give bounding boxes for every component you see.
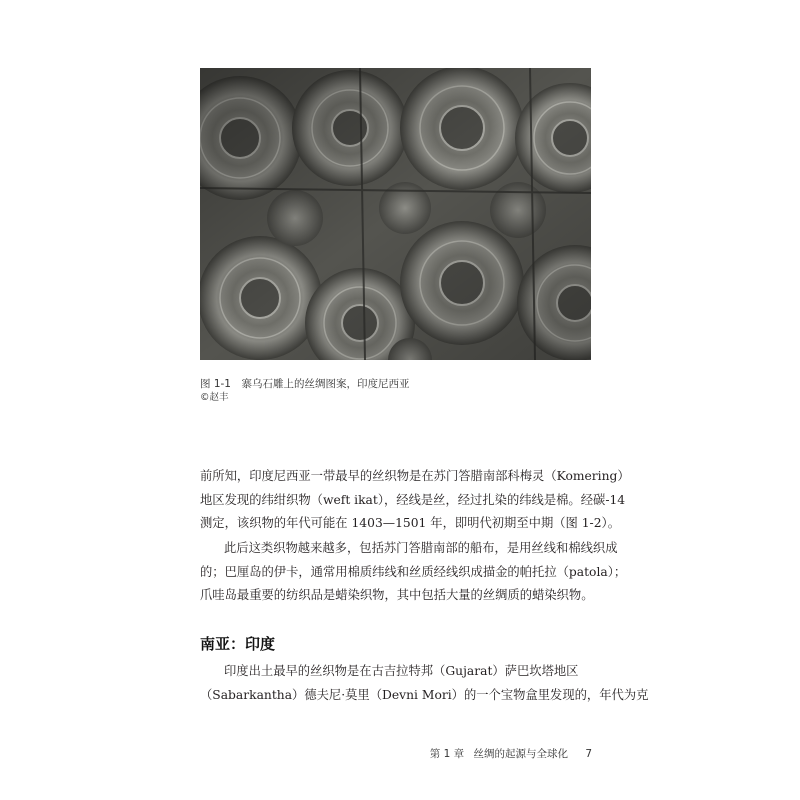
paragraph-line: 的；巴厘岛的伊卡，通常用棉质纬线和丝质经线织成描金的帕托拉（patola）； — [200, 564, 627, 579]
section-heading: 南亚：印度 — [200, 635, 276, 653]
running-footer — [424, 746, 592, 761]
paragraph-3 — [200, 660, 649, 707]
paragraph-2 — [200, 537, 627, 608]
chapter-label: 第 1 章 — [429, 748, 465, 760]
paragraph-line: 此后这类织物越来越多，包括苏门答腊南部的船布，是用丝线和棉线织成 — [224, 541, 618, 555]
paragraph-1 — [200, 465, 630, 536]
paragraph-line: （Sabarkantha）德夫尼·莫里（Devni Mori）的一个宝物盒里发现的，年代为克 — [200, 687, 649, 702]
chapter-title: 丝绸的起源与全球化 — [473, 748, 568, 760]
figure-caption: 图 1-1 寨乌石雕上的丝绸图案，印度尼西亚 — [200, 378, 410, 390]
paragraph-line: 爪哇岛最重要的纺织品是蜡染织物，其中包括大量的丝绸质的蜡染织物。 — [200, 588, 594, 602]
photo-credit: ©赵丰 — [200, 392, 229, 403]
figure-caption-block — [200, 377, 600, 405]
stone-relief-carving-image — [200, 68, 591, 360]
paragraph-line: 地区发现的纬绀织物（weft ikat），经线是丝，经过扎染的纬线是棉。经碳-14 — [200, 492, 626, 507]
paragraph-line: 测定，该织物的年代可能在 1403—1501 年，即明代初期至中期（图 1-2）。 — [200, 516, 620, 530]
page-number: 7 — [585, 748, 592, 760]
figure-photo — [200, 68, 591, 360]
paragraph-line: 前所知，印度尼西亚一带最早的丝织物是在苏门答腊南部科梅灵（Komering） — [200, 469, 630, 483]
paragraph-line: 印度出土最早的丝织物是在古吉拉特邦（Gujarat）萨巴坎塔地区 — [224, 664, 579, 678]
